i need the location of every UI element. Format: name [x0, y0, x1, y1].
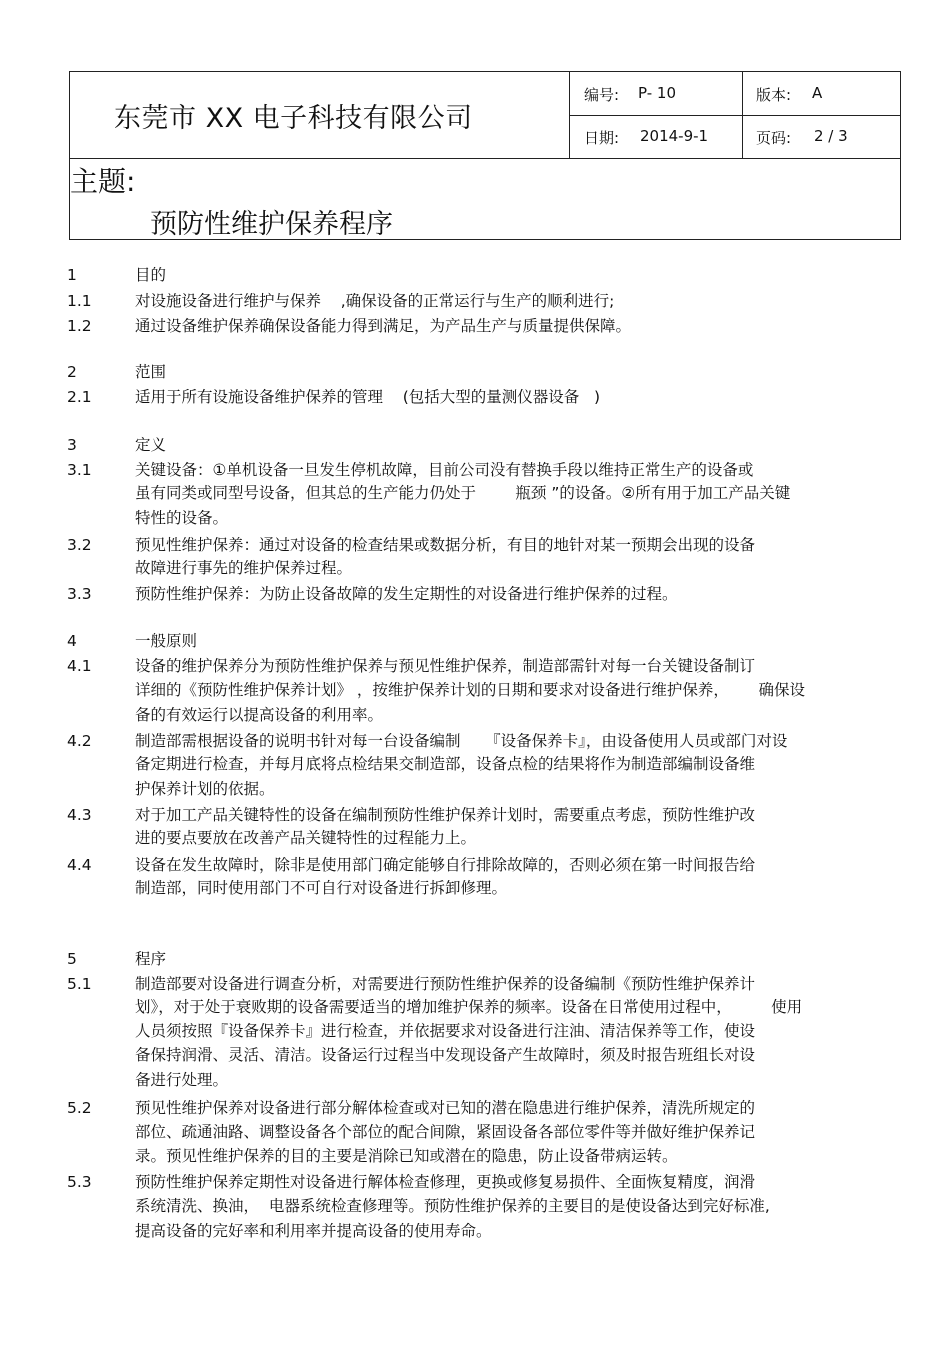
doc-number: P- 10: [638, 84, 676, 102]
clause-text: 备的有效运行以提高设备的利用率。: [135, 706, 384, 724]
date-value: 2014-9-1: [640, 127, 709, 145]
clause-text: 一般原则: [135, 632, 198, 650]
clause-text: 设备在发生故障时，除非是使用部门确定能够自行排除故障的，否则必须在第一时间报告给: [135, 856, 756, 874]
clause-text: 目的: [135, 266, 167, 284]
clause-text: 范围: [135, 363, 167, 381]
clause-number: 4.1: [67, 657, 92, 675]
clause-number: 3.2: [67, 536, 92, 554]
clause-text: 预见性维护保养对设备进行部分解体检查或对已知的潜在隐患进行维护保养，清洗所规定的: [135, 1099, 756, 1117]
page-label: 页码:: [756, 129, 792, 147]
clause-text: 特性的设备。: [135, 509, 229, 527]
clause-number: 3: [67, 436, 77, 454]
clause-text: 系统清洗、换油， 电器系统检查修理等。预防性维护保养的主要目的是使设备达到完好标准,: [135, 1197, 770, 1215]
version-value: A: [812, 84, 823, 102]
clause-text: 录。预见性维护保养的目的主要是消除已知或潜在的隐患，防止设备带病运转。: [135, 1147, 678, 1165]
clause-text: 人员须按照『设备保养卡』进行检查，并依据要求对设备进行注油、清洁保养等工作，使设: [135, 1022, 756, 1040]
subject-label: 主题:: [70, 165, 136, 198]
clause-text: 适用于所有设施设备维护保养的管理 (包括大型的量测仪器设备 ): [135, 388, 601, 406]
clause-number: 5: [67, 950, 77, 968]
clause-number: 4.3: [67, 806, 92, 824]
clause-text: 定义: [135, 436, 167, 454]
clause-number: 1.2: [67, 317, 92, 335]
clause-number: 1: [67, 266, 77, 284]
clause-number: 4.2: [67, 732, 92, 750]
clause-text: 备保持润滑、灵活、清洁。设备运行过程当中发现设备产生故障时，须及时报告班组长对设: [135, 1046, 756, 1064]
clause-number: 3.3: [67, 585, 92, 603]
clause-text: 预防性维护保养：为防止设备故障的发生定期性的对设备进行维护保养的过程。: [135, 585, 678, 603]
clause-text: 制造部要对设备进行调查分析，对需要进行预防性维护保养的设备编制《预防性维护保养计: [135, 975, 756, 993]
clause-text: 护保养计划的依据。: [135, 780, 275, 798]
clause-number: 2.1: [67, 388, 92, 406]
clause-text: 对设施设备进行维护与保养 ,确保设备的正常运行与生产的顺利进行;: [135, 292, 615, 310]
clause-text: 程序: [135, 950, 167, 968]
header-divider: [569, 115, 901, 116]
clause-number: 5.3: [67, 1173, 92, 1191]
document-header: [69, 71, 901, 240]
clause-number: 4.4: [67, 856, 92, 874]
clause-text: 预见性维护保养：通过对设备的检查结果或数据分析，有目的地针对某一预期会出现的设备: [135, 536, 756, 554]
clause-text: 划》，对于处于衰败期的设备需要适当的增加维护保养的频率。设备在日常使用过程中， 使用: [135, 998, 803, 1016]
clause-text: 对于加工产品关键特性的设备在编制预防性维护保养计划时，需要重点考虑，预防性维护改: [135, 806, 756, 824]
clause-text: 关键设备：①单机设备一旦发生停机故障，目前公司没有替换手段以维持正常生产的设备或: [135, 461, 754, 479]
version-label: 版本:: [756, 86, 792, 104]
clause-number: 4: [67, 632, 77, 650]
clause-number: 1.1: [67, 292, 92, 310]
clause-text: 通过设备维护保养确保设备能力得到满足，为产品生产与质量提供保障。: [135, 317, 632, 335]
clause-number: 5.1: [67, 975, 92, 993]
clause-text: 部位、疏通油路、调整设备各个部位的配合间隙，紧固设备各部位零件等并做好维护保养记: [135, 1123, 756, 1141]
date-label: 日期:: [584, 129, 620, 147]
clause-number: 2: [67, 363, 77, 381]
clause-text: 制造部需根据设备的说明书针对每一台设备编制 『设备保养卡』，由设备使用人员或部门对设: [135, 732, 788, 750]
clause-text: 故障进行事先的维护保养过程。: [135, 559, 353, 577]
clause-number: 5.2: [67, 1099, 92, 1117]
clause-text: 设备的维护保养分为预防性维护保养与预见性维护保养，制造部需针对每一台关键设备制订: [135, 657, 756, 675]
clause-text: 进的要点要放在改善产品关键特性的过程能力上。: [135, 829, 477, 847]
subject-title: 预防性维护保养程序: [150, 209, 393, 240]
page-number: 2 / 3: [814, 127, 848, 145]
company-name: 东莞市 XX 电子科技有限公司: [114, 103, 473, 134]
doc-number-label: 编号:: [584, 86, 620, 104]
clause-text: 虽有同类或同型号设备，但其总的生产能力仍处于 瓶颈 ”的设备。②所有用于加工产品关键: [135, 484, 791, 502]
clause-text: 详细的《预防性维护保养计划》 ，按维护保养计划的日期和要求对设备进行维护保养， 确保设: [135, 681, 805, 699]
clause-text: 制造部，同时使用部门不可自行对设备进行拆卸修理。: [135, 879, 508, 897]
clause-text: 备定期进行检查，并每月底将点检结果交制造部，设备点检的结果将作为制造部编制设备维: [135, 755, 756, 773]
clause-text: 预防性维护保养定期性对设备进行解体检查修理，更换或修复易损件、全面恢复精度，润滑: [135, 1173, 756, 1191]
header-divider: [70, 158, 900, 159]
clause-text: 提高设备的完好率和利用率并提高设备的使用寿命。: [135, 1222, 492, 1240]
clause-text: 备进行处理。: [135, 1071, 229, 1089]
clause-number: 3.1: [67, 461, 92, 479]
